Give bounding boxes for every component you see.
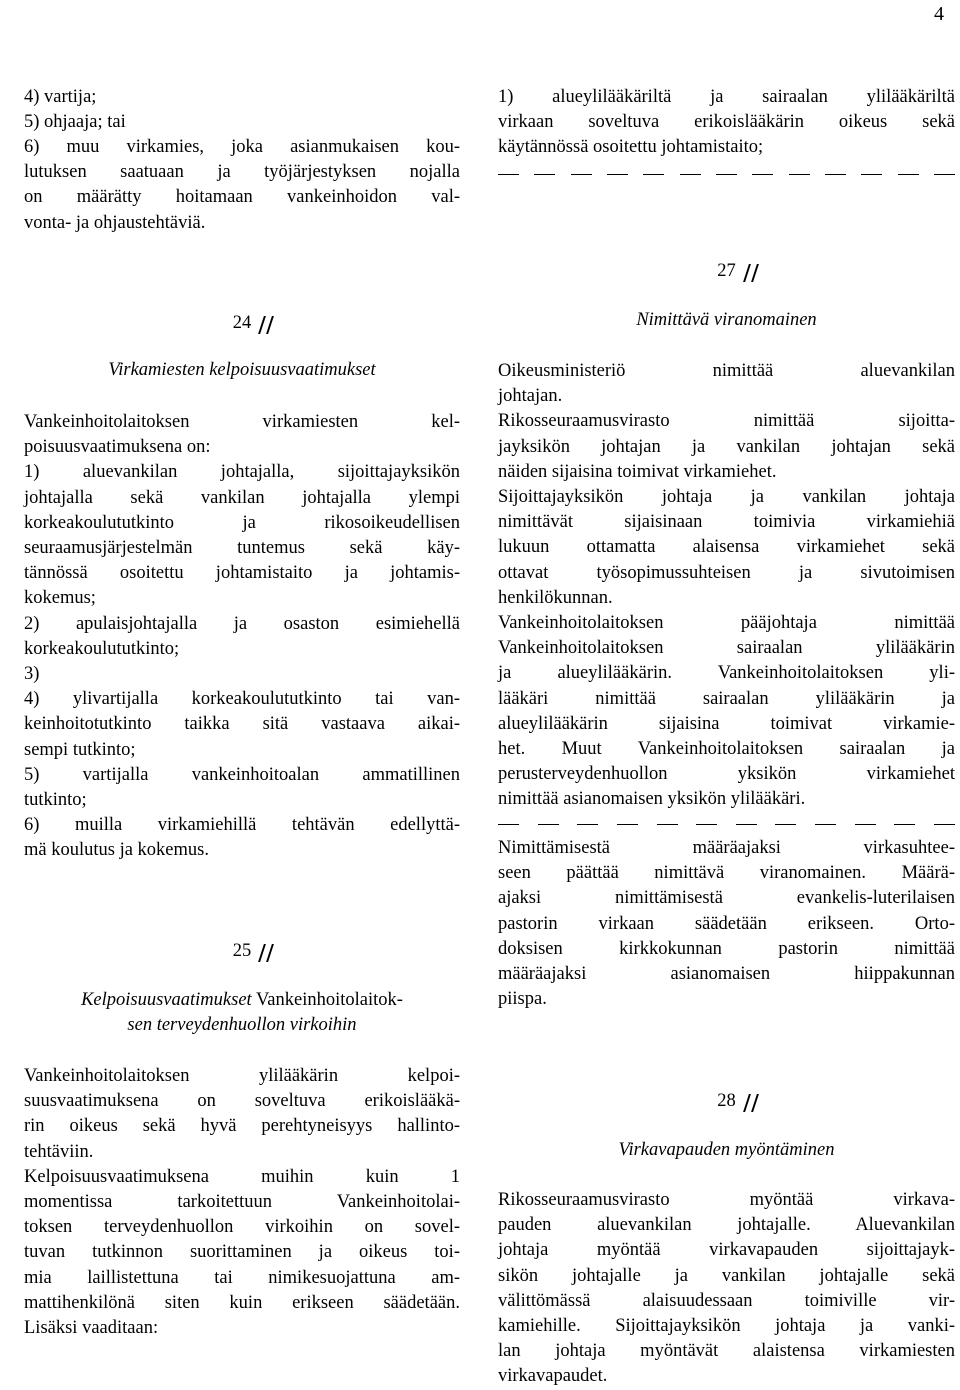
text-line: tehtäviin.	[24, 1141, 94, 1162]
text-line: keinhoitotutkinto taikka sitä vastaava aikai-	[24, 714, 460, 735]
text-line: 4) ylivartijalla korkeakoulututkinto tai van-	[24, 689, 460, 710]
text-line: Vankeinhoitolaitoksen pääjohtaja nimittää	[498, 613, 955, 634]
text-line: virkavapaudet.	[498, 1366, 608, 1387]
text-line: seuraamusjärjestelmän tuntemus sekä käy-	[24, 538, 460, 559]
text-line: suusvaatimuksena on soveltuva erikoislääkä-	[24, 1091, 460, 1112]
text-line: Nimittämisestä määräajaksi virkasuhtee-	[498, 838, 955, 858]
text-line: mattihenkilönä siten kuin erikseen säädetään.	[24, 1292, 460, 1313]
text-line: Sijoittajayksikön johtaja ja vankilan johtaja	[498, 487, 955, 508]
text-line: seen päättää nimittävä viranomainen. Määrä-	[498, 863, 955, 884]
text-line: käytännössä osoitettu johtamistaito;	[498, 137, 764, 158]
text-line: het. Muut Vankeinhoitolaitoksen sairaalan ja	[498, 739, 955, 760]
text-line: piispa.	[498, 989, 547, 1010]
text-line: pastorin virkaan säädetään erikseen. Orto-	[498, 913, 955, 934]
text-line: ja alueylilääkärin. Vankeinhoitolaitoksen yli-	[498, 663, 955, 684]
section-27-body	[498, 359, 955, 813]
text-line: tutkinto;	[24, 790, 87, 811]
text-line: Vankeinhoitolaitoksen ylilääkärin kelpoi-	[24, 1066, 460, 1086]
text-line: doksisen kirkkokunnan pastorin nimittää	[498, 938, 955, 959]
section-28-body	[498, 1188, 955, 1390]
text-line: 2) apulaisjohtajalla ja osaston esimiehellä	[24, 613, 460, 634]
section-number: 27	[717, 259, 736, 284]
text-line: poisuusvaatimuksena on:	[24, 437, 211, 458]
text-line: momentissa tarkoitettuun Vankeinhoitolai-	[24, 1192, 460, 1213]
text-line: sikön johtajalle ja vankilan johtajalle sekä	[498, 1265, 955, 1286]
text-line: näiden sijaisina toimivat virkamiehet.	[498, 461, 777, 482]
section-number: 28	[717, 1089, 736, 1114]
title-line-2: sen terveydenhuollon virkoihin	[127, 1015, 357, 1036]
text-line: ajaksi nimittämisestä evankelis-luterilaisen	[498, 888, 955, 909]
text-line: tännössä osoitettu johtamistaito ja johtamis-	[24, 563, 460, 584]
title-italic-part: Kelpoisuusvaatimukset	[81, 990, 252, 1010]
section-number: 25	[233, 939, 252, 964]
text-line: Rikosseuraamusvirasto myöntää virkava-	[498, 1190, 955, 1210]
section-27-heading	[498, 259, 955, 284]
text-line: Rikosseuraamusvirasto nimittää sijoitta-	[498, 411, 955, 432]
text-line: tuvan tutkinnon suorittaminen ja oikeus toi-	[24, 1242, 460, 1263]
text-line: määräajaksi asianomaisen hiippakunnan	[498, 964, 955, 985]
text-line: johtaja myöntää virkavapauden sijoittajayk-	[498, 1240, 955, 1261]
section-27-body-continued	[498, 836, 955, 1012]
text-line: Oikeusministeriö nimittää aluevankilan	[498, 361, 955, 381]
text-line: mä koulutus ja kokemus.	[24, 840, 209, 861]
list-item: 5) ohjaaja; tai	[24, 112, 126, 133]
text-line: kokemus;	[24, 588, 96, 609]
text-line: lutuksen saatuaan ja työjärjestyksen nojalla	[24, 162, 460, 183]
item-list-intro	[24, 85, 460, 135]
text-line: Kelpoisuusvaatimuksena muihin kuin 1	[24, 1166, 460, 1187]
text-line: nimittävät sijaisinaan toimivia virkamiehiä	[498, 512, 955, 533]
text-line: jayksikön johtajan ja vankilan johtajan sekä	[498, 436, 955, 457]
text-line: Vankeinhoitolaitoksen sairaalan ylilääkärin	[498, 638, 955, 659]
text-line: korkeakoulututkinto;	[24, 638, 180, 659]
item6-paragraph	[24, 135, 460, 236]
section-27-title: Nimittävä viranomainen	[636, 310, 817, 330]
text-line: rin oikeus sekä hyvä perehtyneisyys hallinto-	[24, 1116, 460, 1137]
section-24-heading	[24, 311, 460, 336]
section-24-title: Virkamiesten kelpoisuusvaatimukset	[108, 360, 376, 380]
text-line: lukuun ottamatta alaisensa virkamiehet sekä	[498, 537, 955, 558]
section-25-title	[24, 988, 460, 1038]
text-line: 5) vartijalla vankeinhoitoalan ammatillinen	[24, 764, 460, 785]
text-line: 6) muilla virkamiehillä tehtävän edellyttä-	[24, 815, 460, 836]
text-line: lääkäri nimittää sairaalan ylilääkärin ja	[498, 688, 955, 709]
text-line: johtajalla sekä vankilan johtajalla ylempi	[24, 487, 460, 508]
text-line: 1) alueylilääkäriltä ja sairaalan ylilääkäriltä	[498, 87, 955, 107]
text-line: 3)	[24, 664, 40, 685]
text-line: välittömässä alaisuudessaan toimiville vir-	[498, 1290, 955, 1311]
text-line: toksen terveydenhuollon virkoihin on sovel-	[24, 1217, 460, 1238]
text-line: ottavat työsopimussuhteisen ja sivutoimisen	[498, 562, 955, 583]
section-number: 24	[233, 311, 252, 336]
text-line: lan johtaja myöntävät alaistensa virkamiesten	[498, 1341, 955, 1362]
text-line: on määrätty hoitamaan vankeinhoidon val-	[24, 187, 460, 208]
list-item: 4) vartija;	[24, 87, 97, 107]
text-line: virkaan soveltuva erikoislääkärin oikeus sekä	[498, 112, 955, 133]
omission-dash-line	[498, 162, 955, 187]
text-line: Lisäksi vaaditaan:	[24, 1318, 159, 1339]
text-line: korkeakoulututkinto ja rikosoikeudellisen	[24, 512, 460, 533]
text-line: perusterveydenhuollon yksikön virkamiehet	[498, 764, 955, 785]
text-line: sempi tutkinto;	[24, 739, 136, 760]
text-line: vonta- ja ohjaustehtäviä.	[24, 212, 206, 233]
section-25-heading	[24, 939, 460, 964]
section-24-body	[24, 410, 460, 864]
text-line: johtajan.	[498, 386, 563, 407]
text-line: Vankeinhoitolaitoksen virkamiesten kel-	[24, 412, 460, 432]
section-25-body	[24, 1064, 460, 1341]
text-line: 1) aluevankilan johtajalla, sijoittajayksikön	[24, 462, 460, 483]
text-line: henkilökunnan.	[498, 587, 613, 608]
text-line: alueylilääkärin sijaisina toimivat virkamie-	[498, 713, 955, 734]
text-line: pauden aluevankilan johtajalle. Aluevankilan	[498, 1215, 955, 1236]
text-line: nimittää asianomaisen yksikön ylilääkäri.	[498, 789, 806, 810]
page-number: 4	[934, 3, 944, 25]
section-28-title: Virkavapauden myöntäminen	[618, 1140, 835, 1160]
section-28-heading	[498, 1089, 955, 1114]
intro-paragraph	[498, 85, 955, 161]
title-plain-part: Vankeinhoitolaitok-	[251, 990, 403, 1010]
text-line: mia laillistettuna tai nimikesuojattuna am-	[24, 1267, 460, 1288]
omission-dash-line	[498, 812, 955, 837]
text-line: kamiehille. Sijoittajayksikön johtaja ja vanki-	[498, 1316, 955, 1337]
text-line: 6) muu virkamies, joka asianmukaisen kou-	[24, 137, 460, 157]
